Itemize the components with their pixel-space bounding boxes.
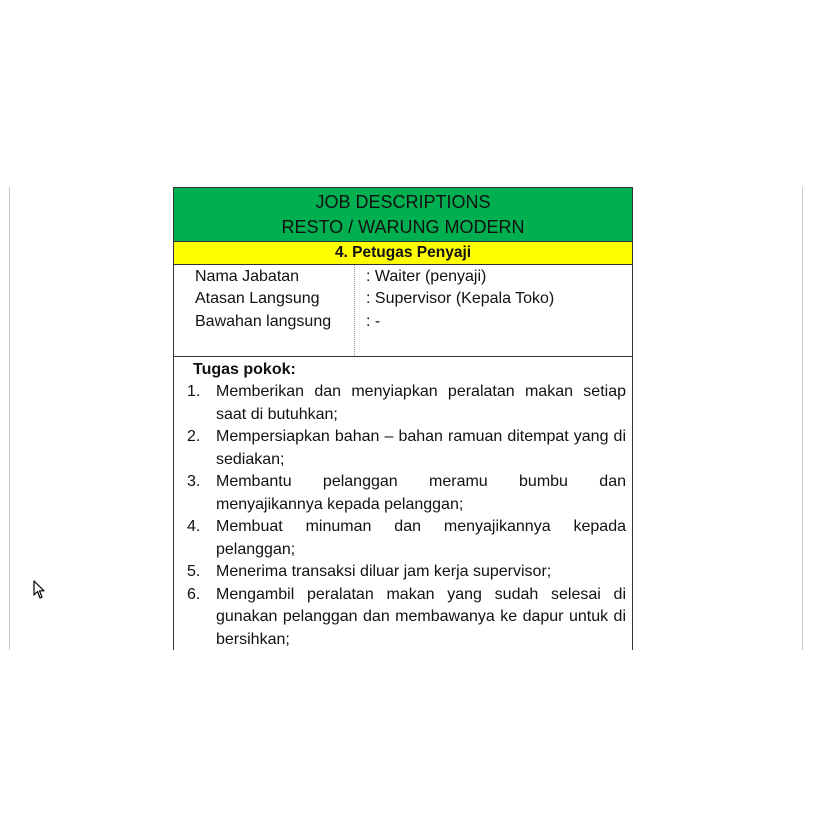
duty-list <box>186 381 626 650</box>
mouse-pointer-icon <box>32 580 46 600</box>
duty-item <box>186 426 626 471</box>
duty-number: 1. <box>187 383 201 400</box>
info-label: Nama Jabatan <box>195 268 300 285</box>
info-row-nama-jabatan <box>174 266 632 288</box>
info-row-bawahan-langsung <box>174 311 632 333</box>
info-value: : - <box>366 313 381 330</box>
info-label: Bawahan langsung <box>195 313 332 330</box>
duty-text: Mengambil peralatan makan yang sudah selesai di gunakan pelanggan dan membawanya ke dapur untuk di bersihkan; <box>216 585 626 648</box>
duty-number: 3. <box>187 473 201 490</box>
duty-item <box>186 584 626 651</box>
duty-item <box>186 471 626 516</box>
title-line-2: RESTO / WARUNG MODERN <box>281 217 525 237</box>
duty-text: Memberikan dan menyiapkan peralatan makan setiap saat di butuhkan; <box>216 383 626 423</box>
duty-text: Mempersiapkan bahan – bahan ramuan ditempat yang di sediakan; <box>216 428 626 468</box>
job-description-table <box>173 187 633 650</box>
duties-section <box>174 357 632 650</box>
document-canvas[interactable] <box>0 187 837 650</box>
table-title <box>174 188 632 242</box>
duty-text: Membantu pelanggan meramu bumbu dan menyajikannya kepada pelanggan; <box>216 473 626 513</box>
duty-item <box>186 516 626 561</box>
duty-number: 5. <box>187 563 201 580</box>
duty-text: Membuat minuman dan menyajikannya kepada pelanggan; <box>216 518 626 558</box>
info-label: Atasan Langsung <box>195 290 320 307</box>
duty-number: 2. <box>187 428 201 445</box>
page-edge-right <box>802 187 803 650</box>
duties-heading: Tugas pokok: <box>193 361 296 378</box>
duty-number: 4. <box>187 518 201 535</box>
position-info <box>174 265 632 357</box>
duty-number: 6. <box>187 585 201 603</box>
section-title: 4. Petugas Penyaji <box>174 242 632 265</box>
duty-item <box>186 561 626 584</box>
info-value: : Waiter (penyaji) <box>366 268 487 285</box>
info-value: : Supervisor (Kepala Toko) <box>366 290 555 307</box>
page-edge-left <box>9 187 10 650</box>
title-line-1: JOB DESCRIPTIONS <box>315 192 491 212</box>
info-row-atasan-langsung <box>174 288 632 310</box>
duty-item <box>186 381 626 426</box>
duty-text: Menerima transaksi diluar jam kerja supervisor; <box>216 563 552 580</box>
